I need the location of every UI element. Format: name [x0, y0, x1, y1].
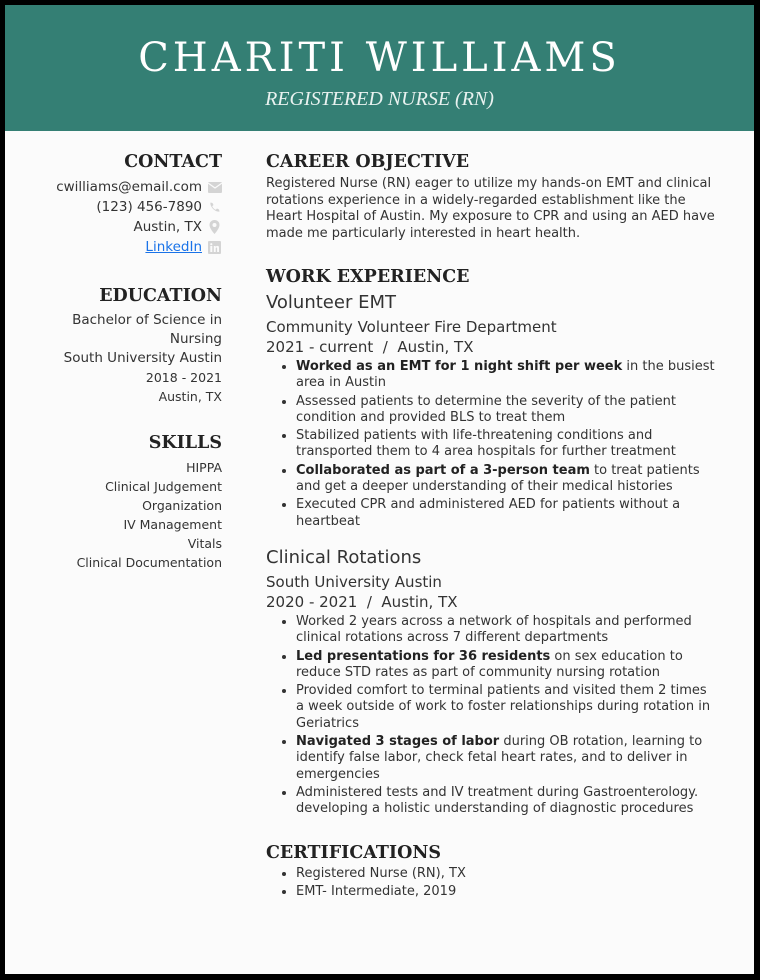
- objective-section: [266, 151, 716, 242]
- bullet-text: Executed CPR and administered AED for patients without a heartbeat: [296, 497, 681, 529]
- certifications-list: [266, 866, 716, 901]
- bullet-text: Stabilized patients with life-threatening conditions and transported them to 4 area hospitals for further treatment: [296, 428, 676, 460]
- bullet-text: Administered tests and IV treatment during Gastroenterology. developing a holistic understanding of diagnostic procedures: [296, 784, 699, 817]
- left-column: [25, 131, 222, 572]
- bullet-item: [296, 614, 716, 647]
- skill-item: IV Management: [123, 517, 222, 532]
- linkedin-icon[interactable]: [207, 240, 222, 255]
- certifications-heading: CERTIFICATIONS: [266, 842, 441, 863]
- skill-item: HIPPA: [186, 460, 222, 475]
- contact-email: [25, 177, 222, 197]
- map-pin-icon: [207, 220, 222, 235]
- certifications-section: [266, 842, 716, 901]
- education-location: Austin, TX: [158, 389, 222, 404]
- bullet-text: in the busiest area in Austin: [296, 359, 715, 391]
- degree-line-1: Bachelor of Science in: [72, 312, 222, 328]
- skill-item: Organization: [142, 498, 222, 513]
- bullet-item: [296, 394, 716, 427]
- education-heading: EDUCATION: [99, 286, 222, 306]
- contact-linkedin: [25, 237, 222, 257]
- education-school: South University Austin: [63, 350, 222, 366]
- work-heading: WORK EXPERIENCE: [266, 267, 470, 287]
- certification-item: • EMT- Intermediate, 2019: [296, 884, 716, 900]
- skill-item: Clinical Judgement: [105, 479, 222, 494]
- bullet-bold: Navigated 3 stages of labor: [296, 734, 500, 750]
- contact-location: [25, 217, 222, 237]
- skills-heading: SKILLS: [148, 433, 222, 453]
- email-text: cwilliams@email.com: [56, 178, 202, 195]
- right-column: [266, 131, 716, 902]
- job-title: Volunteer EMT: [266, 292, 396, 313]
- contact-phone: [25, 197, 222, 217]
- bullet-bold: Led presentations for 36 residents: [296, 648, 551, 664]
- bullet-item: [296, 785, 716, 818]
- bullet-text: to treat patients and get a deeper understanding of their medical histories: [296, 462, 700, 495]
- envelope-icon: [207, 180, 222, 195]
- bullet-item: [296, 463, 716, 496]
- bullet-text: Provided comfort to terminal patients and visited them 2 times a week outside of work to foster relationships during rotation in Geriatrics: [296, 683, 711, 731]
- skill-item: Vitals: [187, 536, 222, 551]
- contact-heading: CONTACT: [124, 152, 222, 172]
- header-banner: [5, 5, 754, 131]
- bullet-item: [296, 428, 716, 461]
- job-bullets: [266, 359, 716, 530]
- education-years: 2018 - 2021: [145, 370, 222, 385]
- degree-line-2: Nursing: [169, 331, 222, 347]
- phone-text: (123) 456-7890: [96, 198, 202, 215]
- bullet-item: [296, 683, 716, 732]
- job-title: Clinical Rotations: [266, 546, 422, 568]
- bullet-text: Worked 2 years across a network of hospitals and performed clinical rotations across 7 different departments: [296, 613, 692, 646]
- work-section: [266, 266, 716, 818]
- job-entry: [266, 546, 716, 818]
- objective-text: Registered Nurse (RN) eager to utilize my hands-on EMT and clinical rotations experience in a widely-regarded establishment like the Heart Hospital of Austin. My exposure to CPR and using an AED have made me particularly interested in heart health.: [266, 176, 715, 241]
- job-company: Community Volunteer Fire Department: [266, 318, 557, 336]
- certification-item: • Registered Nurse (RN), TX: [296, 866, 716, 882]
- bullet-text: during OB rotation, learning to identify false labor, check fetal heart rates, and to deliver in emergencies: [296, 734, 703, 782]
- job-entry: [266, 291, 716, 530]
- linkedin-link[interactable]: LinkedIn: [145, 238, 202, 255]
- job-company: South University Austin: [266, 572, 442, 591]
- skills-list: [25, 458, 222, 572]
- location-text: Austin, TX: [133, 218, 202, 235]
- phone-icon: [207, 200, 222, 215]
- bullet-text: Assessed patients to determine the severity of the patient condition and provided BLS to treat them: [296, 393, 677, 425]
- candidate-name: CHARITI WILLIAMS: [138, 35, 621, 81]
- skill-item: Clinical Documentation: [76, 555, 222, 570]
- bullet-item: [296, 359, 716, 392]
- bullet-item: [296, 649, 716, 682]
- objective-heading: CAREER OBJECTIVE: [266, 152, 470, 172]
- bullet-item: [296, 734, 716, 783]
- bullet-text: on sex education to reduce STD rates as part of community nursing rotation: [296, 648, 683, 680]
- bullet-bold: Collaborated as part of a 3-person team: [296, 462, 590, 478]
- resume-page: [5, 5, 754, 974]
- bullet-item: [296, 497, 716, 530]
- job-dates: 2021 - current / Austin, TX: [266, 338, 474, 356]
- bullet-bold: Worked as an EMT for 1 night shift per week: [296, 359, 623, 374]
- job-bullets: [266, 614, 716, 818]
- job-dates: 2020 - 2021 / Austin, TX: [266, 592, 458, 611]
- candidate-title: REGISTERED NURSE (RN): [265, 88, 494, 110]
